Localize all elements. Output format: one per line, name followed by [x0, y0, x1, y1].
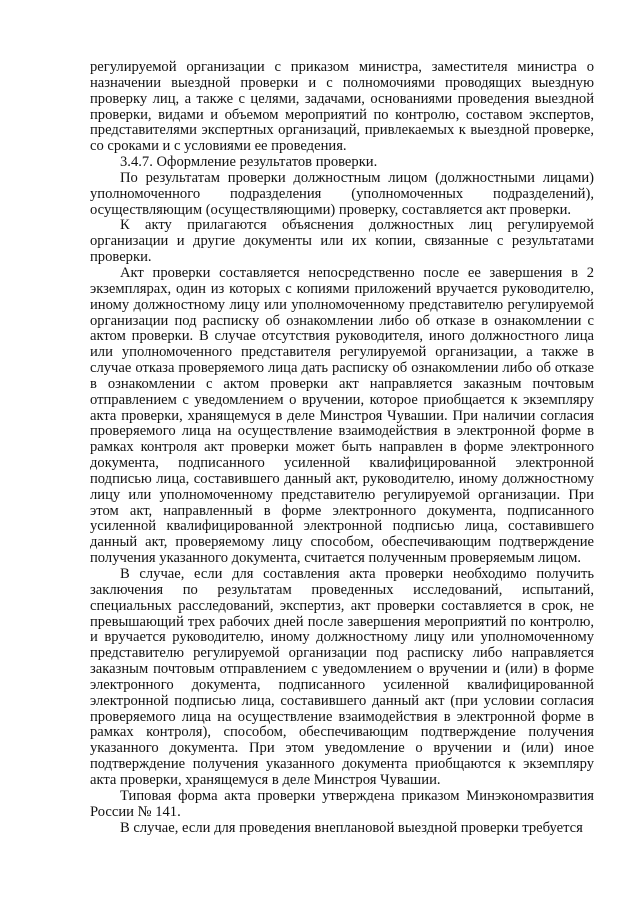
paragraph-expert-conclusions: В случае, если для составления акта проверки необходимо получить заключения по результатам проведенных исследований, испытаний, специальных расследований, экспертиз, акт проверки составляется в срок, не превышающий трех рабочих дней после завершения мероприятий по контролю, и вручается руководителю, иному должностному лицу или уполномоченному представителю регулируемой организации под расписку либо направляется заказным почтовым отправлением с уведомлением о вручении и (или) в форме электронного документа, подписанного усиленной квалифицированной электронной подписью лица, составившего данный акт (при условии согласия проверяемого лица на осуществление взаимодействия в электронной форме в рамках контроля), способом, обеспечивающим подтверждение получения указанного документа. При этом уведомление о вручении и (или) иное подтверждение получения указанного документа приобщаются к экземпляру акта проверки, хранящемуся в деле Минстроя Чувашии.	[90, 566, 594, 788]
section-heading-3-4-7: 3.4.7. Оформление результатов проверки.	[120, 154, 378, 171]
paragraph-act-delivery: Акт проверки составляется непосредственно после ее завершения в 2 экземплярах, один из которых с копиями приложений вручается руководителю, иному должностному лицу или уполномоченному представителю регулируемой организации под расписку об ознакомлении либо об отказе в ознакомлении с актом проверки. В случае отсутствия руководителя, иного должностного лица или уполномоченного представителя регулируемой организации, а также в случае отказа проверяемого лица дать расписку об ознакомлении либо об отказе в ознакомлении с актом проверки акт направляется заказным почтовым отправлением с уведомлением о вручении, которое приобщается к экземпляру акта проверки, хранящемуся в деле Минстроя Чувашии. При наличии согласия проверяемого лица на осуществление взаимодействия в электронной форме в рамках контроля акт проверки может быть направлен в форме электронного документа, подписанного усиленной квалифицированной электронной подписью лица, составившего данный акт, руководителю, иному должностному лицу или уполномоченному представителю регулируемой организации. При этом акт, направленный в форме электронного документа, подписанного усиленной квалифицированной электронной подписью лица, составившего данный акт, проверяемому лицу способом, обеспечивающим подтверждение получения указанного документа, считается полученным проверяемым лицом.	[90, 264, 594, 567]
document-page	[90, 60, 594, 836]
paragraph-unscheduled-inspection: В случае, если для проведения внеплановой выездной проверки требуется	[120, 819, 583, 836]
paragraph-act-drawn-up: По результатам проверки должностным лицом (должностными лицами) уполномоченного подразделения (уполномоченных подразделений), осуществляющим (осуществляющими) проверку, составляется акт проверки.	[90, 169, 594, 218]
paragraph-standard-form: Типовая форма акта проверки утверждена приказом Минэкономразвития России № 141.	[90, 787, 594, 820]
paragraph-attachments: К акту прилагаются объяснения должностных лиц регулируемой организации и другие документы или их копии, связанные с результатами проверки.	[90, 217, 594, 266]
paragraph-continuation: регулируемой организации с приказом министра, заместителя министра о назначении выездной проверки и с полномочиями проводящих выездную проверку лиц, а также с целями, задачами, основаниями проведения выездной проверки, видами и объемом мероприятий по контролю, составом экспертов, представителями экспертных организаций, привлекаемых к выездной проверке, со сроками и с условиями ее проведения.	[90, 59, 594, 155]
